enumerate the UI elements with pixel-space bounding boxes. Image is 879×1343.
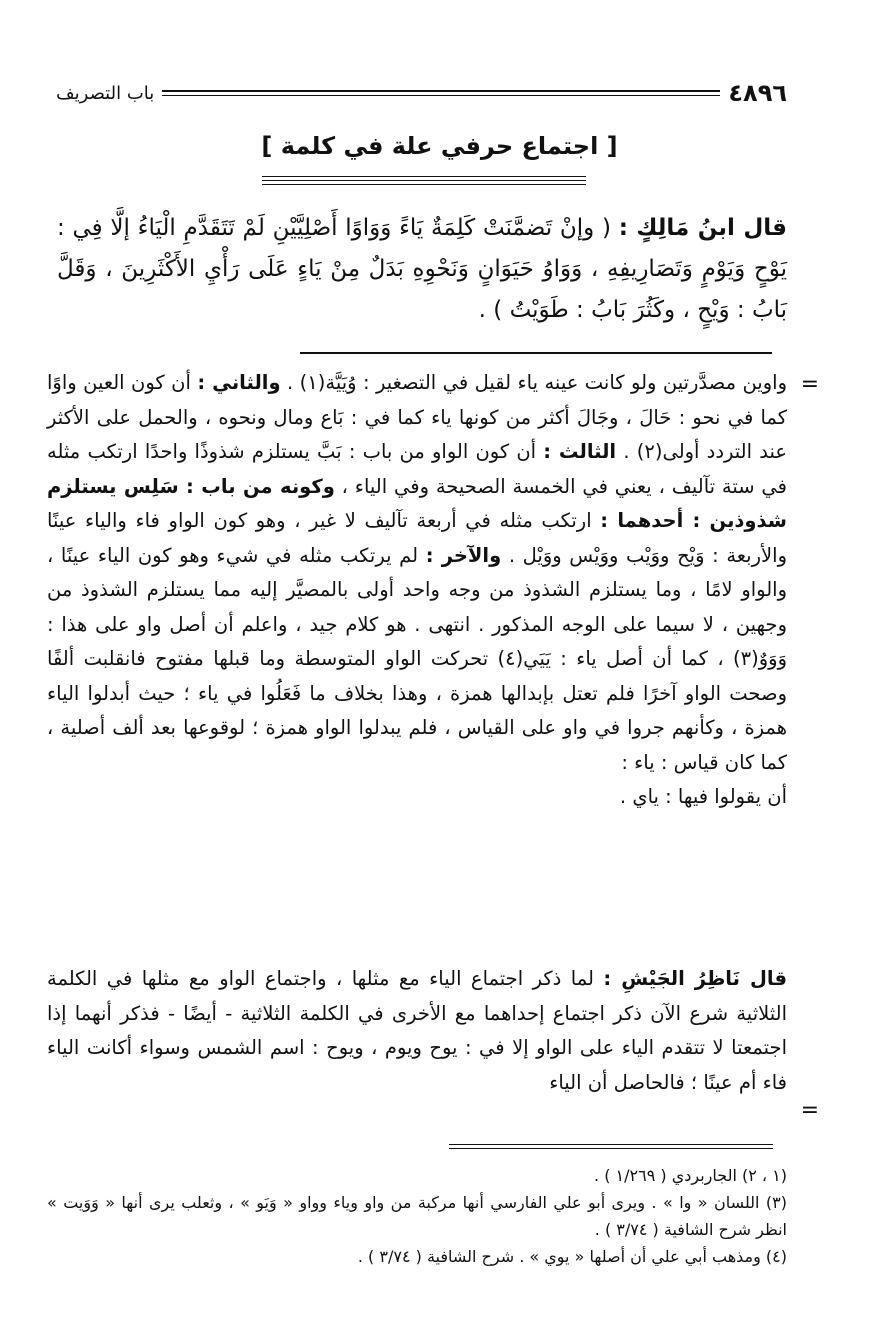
verse-rule (300, 352, 772, 354)
footnote: (٣) اللسان « وا » . ويرى أبو علي الفارسي أنها مركبة من واو وياء وواو « وَيَو » ، وثعلب يرى أنها « وَوَيت » انظر شرح الشافية ( ٣/٧٤ ) . (47, 1193, 787, 1239)
label-other: والآخر : (425, 543, 502, 567)
header-rule (162, 90, 720, 96)
speaker-nazir-aljaysh: قال نَاظِرُ الجَيْشِ : (603, 967, 787, 990)
page-number: ٤٨٩٦ (728, 79, 787, 107)
commentary-paragraph (47, 366, 787, 815)
commentary-text: واوين مصدَّرتين ولو كانت عينه ياء لقيل في التصغير : وُيَيَّة (325, 371, 787, 394)
commentary-text: . (280, 371, 300, 394)
commentary-text: أن كون العين واوًا كما في نحو : حَالَ ، وجَالَ أكثر من كونها ياء كما في : بَاع ومال ونحوه ، والحمل على الأكثر عند التردد أولى (47, 371, 787, 463)
commentary-text: . (616, 440, 637, 463)
footnote-ref: (٤) (497, 647, 524, 670)
commentary-text: ارتكب مثله في أربعة تآليف لا غير ، وهو كون الواو فاء والياء عينًا والأربعة : وَيْح ووَيْب ووَيْس ووَيْل . (47, 509, 787, 567)
footnote-ref: (٢) (636, 440, 663, 463)
continuation-end-mark: = (800, 1098, 819, 1123)
verse-speaker: قال ابنُ مَالِكٍ : (618, 215, 787, 241)
verse-body: ( وإنْ تَضمَّنَتْ كَلِمَةٌ يَاءً وَوَاوًا أَصْلِيَّيْنِ لَمْ تَتَقَدَّمِ الْيَاءُ إلَّا فِي : يَوْحٍ وَيَوْمٍ وَتَصَارِيفِهِ ، وَوَاوُ حَيَوَانٍ وَنَحْوِهِ بَدَلٌ مِنْ يَاءٍ عَلَى رَأْيِ الأَكْثَرِينَ ، وَقَلَّ بَابُ : وَيْحٍ ، وكَثُرَ بَابُ : طَوَيْتُ ) . (57, 215, 787, 323)
running-title: باب التصريف (56, 82, 155, 104)
label-second: والثاني : (197, 371, 281, 394)
commentary-text: لما ذكر اجتماع الياء مع مثلها ، واجتماع الواو مع مثلها في الكلمة الثلاثية شرع الآن ذكر اجتماع إحداهما مع الأخرى في الكلمة الثلاثية - أيضًا - فذكر أنهما إذا اجتمعتا لا تتقدم الياء على الواو إلا في : يوح ويوم ، ويوح : اسم الشمس وسواء أكانت الياء فاء أم عينًا ؛ فالحاصل أن الياء (47, 967, 787, 1094)
label-third: الثالث : (543, 440, 617, 463)
footnote-ref: (١) (299, 371, 326, 394)
commentary-last-line: أن يقولوا فيها : ياي . (619, 785, 787, 808)
footnote-ref: (٣) (733, 647, 759, 670)
commentary-text: تحركت الواو المتوسطة وما قبلها مفتوح فانقلبت ألفًا وصحت الواو آخرًا فلم تعتل بإبدالها همزة ، وهذا بخلاف ما فَعَلُوا في ياء ؛ حيث أبدلوا الياء همزة ، وكأنهم جروا في واو على القياس ، فلم يبدلوا الواو همزة ؛ لوقوعها بعد ألف أصلية ، كما كان قياس : ياء : (47, 647, 787, 774)
commentary-text: أن كون الواو من باب : بَبَّ يستلزم شذوذًا واحدًا ارتكب مثله في ستة تآليف ، يعني في الخمسة الصحيحة وفي الياء ، (47, 440, 787, 498)
section-title: [ اجتماع حرفي علة في كلمة ] (261, 132, 618, 160)
section-title-rules (262, 176, 586, 188)
continuation-mark: = (800, 372, 819, 397)
footnote: (١ ، ٢) الجاربردي ( ١/٢٦٩ ) . (594, 1166, 787, 1185)
commentary-text: لم يرتكب مثله في شيء وهو كون الياء عينًا ، والواو لامًا ، وما يستلزم الشذوذ من وجه واحد أولى بالمصيَّر إليه مما يستلزم الشذوذ من وجهين ، لا سيما على الوجه المذكور . انتهى . هو كلام جيد ، واعلم أن أصل واو على هذا : وَوَوٌ (47, 543, 787, 670)
commentary-text: ، كما أن أصل ياء : يَيَي (523, 647, 734, 670)
verse-text (57, 208, 787, 331)
label-bab: وكونه من باب : سَلِس يستلزم شذوذين : أحدهما : (47, 474, 787, 532)
footnote-rules (449, 1144, 773, 1152)
footnotes (47, 1162, 787, 1270)
commentary-paragraph-2 (47, 962, 787, 1100)
running-header (56, 78, 787, 108)
footnote: (٤) ومذهب أبي علي أن أصلها « يوي » . شرح الشافية ( ٣/٧٤ ) . (357, 1247, 787, 1266)
